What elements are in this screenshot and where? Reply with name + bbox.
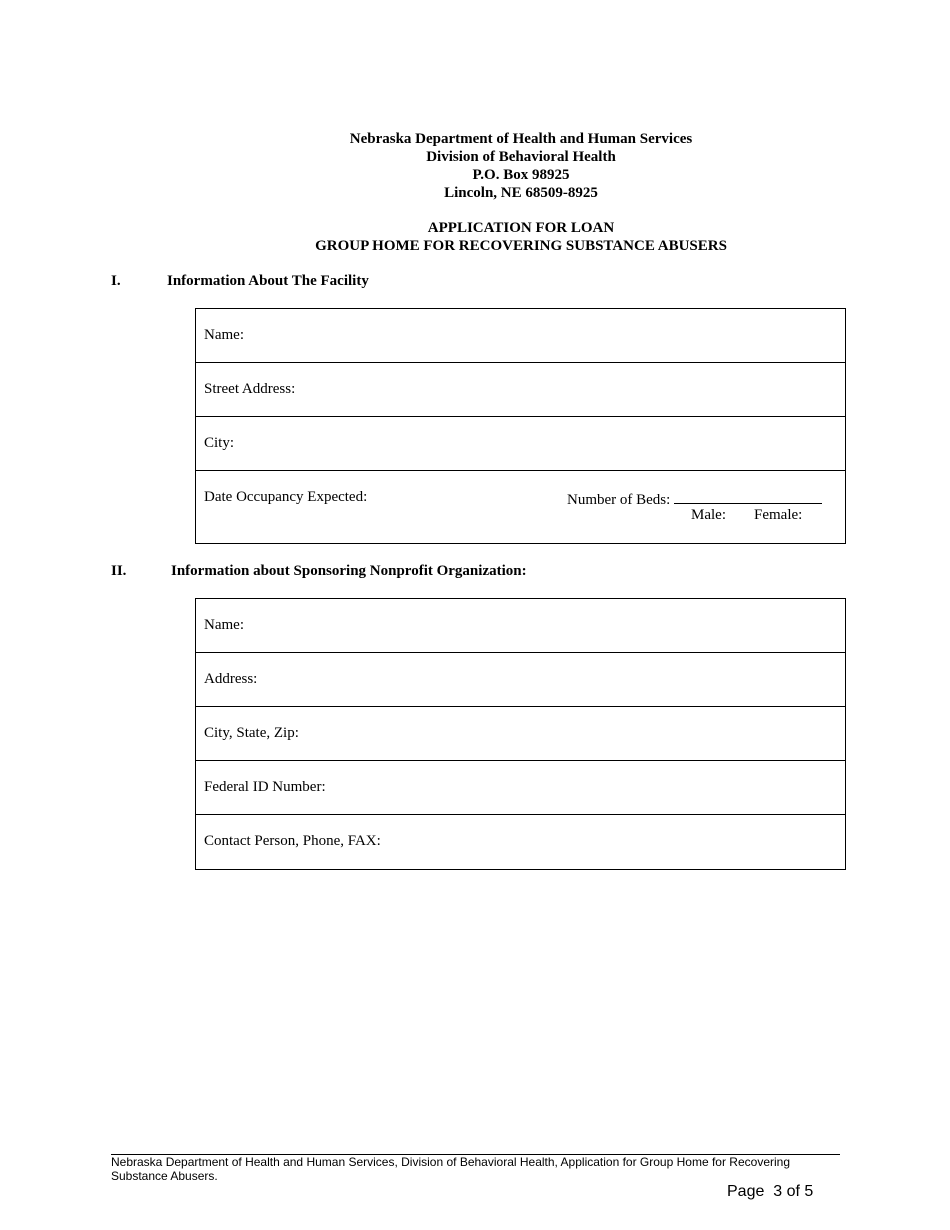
facility-city-field[interactable] bbox=[196, 417, 845, 471]
section-2-number: II. bbox=[111, 563, 127, 579]
po-box: P.O. Box 98925 bbox=[472, 167, 570, 183]
facility-city-label: City: bbox=[204, 435, 235, 451]
occupancy-beds-row[interactable] bbox=[196, 471, 845, 543]
facility-street-label: Street Address: bbox=[204, 381, 296, 397]
number-of-beds[interactable] bbox=[567, 489, 822, 509]
title-line-2: GROUP HOME FOR RECOVERING SUBSTANCE ABUSERS bbox=[315, 238, 727, 254]
contact-person-field[interactable] bbox=[196, 815, 845, 869]
sponsor-city-state-zip-label: City, State, Zip: bbox=[204, 725, 299, 741]
sponsor-address-field[interactable] bbox=[196, 653, 845, 707]
section-1-number: I. bbox=[111, 273, 121, 289]
sponsor-address-label: Address: bbox=[204, 671, 258, 687]
division-name: Division of Behavioral Health bbox=[426, 149, 616, 165]
facility-info-form bbox=[195, 308, 846, 544]
section-1-heading bbox=[111, 272, 369, 290]
number-of-beds-label: Number of Beds: bbox=[567, 492, 671, 508]
federal-id-field[interactable] bbox=[196, 761, 845, 815]
agency-header bbox=[0, 130, 950, 202]
agency-name: Nebraska Department of Health and Human Services bbox=[349, 131, 693, 147]
sponsor-name-field[interactable] bbox=[196, 599, 845, 653]
page-number: Page 3 of 5 bbox=[727, 1183, 814, 1200]
date-occupancy-label: Date Occupancy Expected: bbox=[204, 489, 368, 505]
male-beds-label: Male: bbox=[691, 507, 726, 523]
section-2-heading bbox=[111, 562, 527, 580]
sponsor-info-form bbox=[195, 598, 846, 870]
document-title bbox=[0, 219, 950, 255]
facility-name-field[interactable] bbox=[196, 309, 845, 363]
title-line-1: APPLICATION FOR LOAN bbox=[427, 220, 615, 236]
sponsor-city-state-zip-field[interactable] bbox=[196, 707, 845, 761]
number-of-beds-blank[interactable] bbox=[674, 489, 822, 504]
section-2-title: Information about Sponsoring Nonprofit Organization: bbox=[171, 563, 527, 579]
city-zip: Lincoln, NE 68509-8925 bbox=[444, 185, 598, 201]
female-beds-label: Female: bbox=[754, 507, 803, 523]
contact-person-label: Contact Person, Phone, FAX: bbox=[204, 833, 381, 849]
section-1-title: Information About The Facility bbox=[167, 273, 369, 289]
federal-id-label: Federal ID Number: bbox=[204, 779, 326, 795]
footer-text: Nebraska Department of Health and Human Services, Division of Behavioral Health, Application for Group Home for Recovering Substance Abusers. bbox=[111, 1155, 790, 1183]
facility-street-field[interactable] bbox=[196, 363, 845, 417]
sponsor-name-label: Name: bbox=[204, 617, 244, 633]
facility-name-label: Name: bbox=[204, 327, 244, 343]
